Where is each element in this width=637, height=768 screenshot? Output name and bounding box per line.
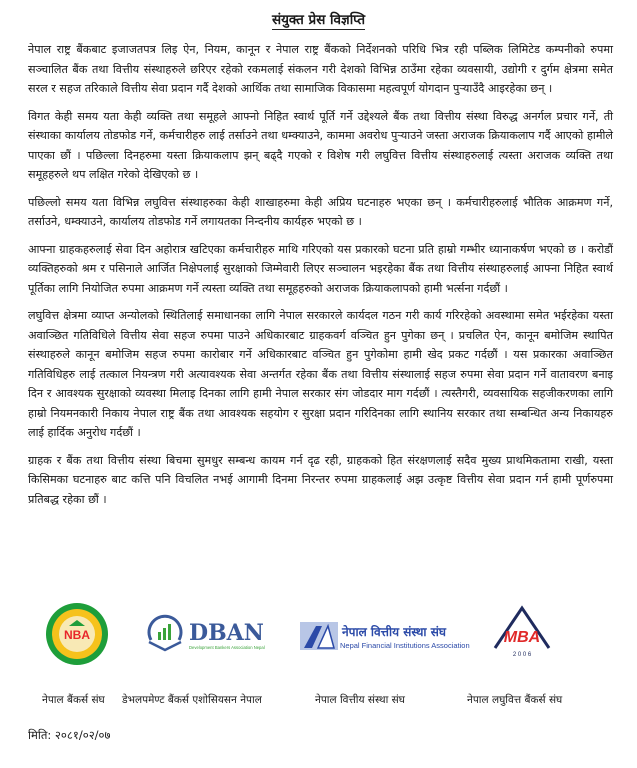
press-release-body — [28, 40, 613, 517]
paragraph-2: विगत केही समय यता केही व्यक्ति तथा समूहले आफ्नो निहित स्वार्थ पूर्ति गर्ने उद्देश्यले बैंक तथा वित्तीय संस्था विरुद्ध अनर्गल प्रचार गर्ने, ती संस्थाका कार्यालय तोडफोड गर्ने, कर्मचारीहरु लाई तर्साउने तथा धम्क्याउने, काममा अवरोध पुऱ्याउने जस्ता अराजक क्रियाकलाप गर्दै आएको हामीले पाएका छौं । पछिल्ला दिनहरुमा यस्ता क्रियाकलाप झन् बढ्दै गएको र विशेष गरी लघुवित्त वित्तीय संस्थाहरुलाई त्यस्ता अराजक व्यक्ति तथा समूहहरुले थप लक्षित गरेको देखिएको छ । — [28, 109, 613, 181]
label-dban: डेभलपमेण्ट बैंकर्स एशोसियसन नेपाल — [122, 694, 262, 706]
paragraph-5: लघुवित्त क्षेत्रमा व्याप्त अन्योलको स्थितिलाई समाधानका लागि नेपाल सरकारले कार्यदल गठन गरी कार्य गरिरहेको अवस्थामा समेत भईरहेका यस्ता अवाञ्छित गतिविधिले वित्तीय सेवा सहज रुपमा पाउने अधिकारबाट ग्राहकवर्ग वञ्चित हुन पुगेका छन् । प्रचलित ऐन, कानून बमोजिम स्थापित संस्थाहरुले कानून बमोजिम सहज रुपमा कारोबार गर्ने अधिकारबाट वञ्चित हुन पुगेकोमा हामी खेद प्रकट गर्दछौं । यस प्रकारका अवाञ्छित गतिविधिहरु लाई तत्काल नियन्त्रण गरी अत्यावश्यक सेवा अन्तर्गत रहेका बैंक तथा वित्तीय संस्थालाई सहज रुपमा सेवा प्रदान गर्ने वातावरण बनाइ दिन र आवश्यक सुरक्षाको व्यवस्था मिलाइ दिनका लागि हामी नेपाल सरकार संग जोडदार माग गर्दछौं । त्यस्तैगरी, व्यवसायिक सहजीकरणका लागि हाम्रो नियमनकारी निकाय नेपाल राष्ट्र बैंक तथा आवश्यक सहयोग र सुरक्षा प्रदान गरिदिनका लागि स्थानिय सरकार तथा सम्बन्धित अन्य निकायहरु लाई हार्दिक अनुरोध गर्दछौं । — [28, 309, 613, 439]
paragraph-4: आफ्ना ग्राहकहरुलाई सेवा दिन अहोरात्र खटिएका कर्मचारीहरु माथि गरिएको यस प्रकारको घटना प्रति हाम्रो गम्भीर ध्यानाकर्षण भएको छ । करोडौं व्यक्तिहरुको श्रम र पसिनाले आर्जित निक्षेपलाई सुरक्षाको जिम्मेवारी लिएर सञ्चालन भइरहेका बैंक तथा वित्तीय संस्थाहरुलाई आफ्ना निहित स्वार्थ पूर्तिका लागि नियोजित रुपमा आक्रमण गर्ने त्यस्ता व्यक्ति तथा समूहहरुको अराजक क्रियाकलापको हामी भर्त्सना गर्दछौं । — [28, 242, 613, 295]
mba-logo — [487, 604, 557, 660]
paragraph-3: पछिल्लो समय यता विभिन्न लघुवित्त संस्थाहरुका केही शाखाहरुमा केही अप्रिय घटनाहरु भएका छन् । कर्मचारीहरुलाई भौतिक आक्रमण गर्ने, तर्साउने, धम्क्याउने, कार्यालय तोडफोड गर्ने लगायतका निन्दनीय कार्यहरु भएको छ । — [28, 195, 613, 228]
label-mba: नेपाल लघुवित्त बैंकर्स संघ — [467, 694, 563, 706]
mba-logo-year: 2 0 0 6 — [512, 652, 532, 658]
nba-logo-text: NBA — [64, 628, 90, 642]
nfia-logo-title: नेपाल वित्तीय संस्था संघ — [342, 625, 446, 639]
logos-row — [0, 598, 637, 678]
paragraph-6: ग्राहक र बैंक तथा वित्तीय संस्था बिचमा सुमधुर सम्बन्ध कायम गर्न दृढ रही, ग्राहकको हित संरक्षणलाई सदैव मुख्य प्राथमिकतामा राखी, यस्ता किसिमका घटनाहरु बाट कत्ति पनि विचलित नभई आगामी दिनमा निरन्तर रुपमा ग्राहकलाई अझ उत्कृष्ट वित्तीय सेवा प्रदान गर्न हामी पूर्णरुपमा प्रतिबद्ध रहेका छौं । — [28, 453, 613, 506]
nfia-logo — [300, 618, 475, 654]
dban-logo — [145, 610, 285, 654]
dban-logo-text: DBAN — [189, 620, 264, 646]
nba-logo — [45, 602, 109, 666]
mba-logo-text: MBA — [503, 629, 541, 646]
label-nfia: नेपाल वित्तीय संस्था संघ — [315, 694, 405, 706]
label-nba: नेपाल बैंकर्स संघ — [42, 694, 105, 706]
nfia-logo-subtitle: Nepal Financial Institutions Association — [340, 641, 470, 650]
press-release-title: संयुक्त प्रेस विज्ञप्ति — [271, 12, 366, 28]
dban-logo-subtitle: Development Bankers Association Nepal — [189, 645, 265, 650]
date: मिति: २०८१/०२/०७ — [28, 728, 111, 742]
paragraph-1: नेपाल राष्ट्र बैंकबाट इजाजतपत्र लिइ ऐन, नियम, कानून र नेपाल राष्ट्र बैंकको निर्देशनको परिधि भित्र रही पब्लिक लिमिटेड कम्पनीको रुपमा सञ्चालित बैंक तथा वित्तीय संस्थाहरुले छरिएर रहेको रकमलाई संकलन गरी देशको विभिन्न ठाउँमा रहेका व्यवसायी, उद्योगी र दुर्गम क्षेत्रमा समेत सरल र सहज तरिकाले वित्तीय सेवा प्रदान गर्दै देशको आर्थिक तथा सामाजिक विकासमा महत्वपूर्ण योगदान पुऱ्याउँदै आइरहेका छन् । — [28, 43, 613, 95]
